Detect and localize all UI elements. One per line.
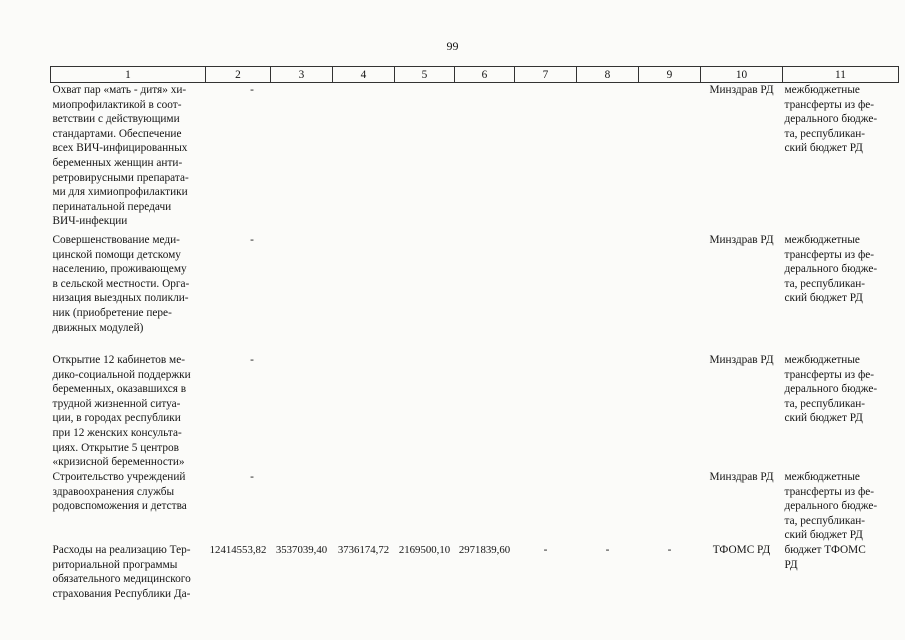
column-header-1: 1 [51, 67, 206, 83]
column-header-7: 7 [515, 67, 577, 83]
column-header-5: 5 [395, 67, 455, 83]
measure-cell: Охват пар «мать - дитя» хи- миопрофилактикой в соот- ветствии с действующими стандартами. Обеспечение всех ВИЧ-инфицированных беременных женщин анти- ретровирусными препарата- ми для химиопрофилактики перинатальной передачи ВИЧ-инфекции [52, 84, 189, 228]
table-row [51, 233, 899, 353]
column-header-2: 2 [206, 67, 271, 83]
funding-source-cell: межбюджетные трансферты из фе- дерального бюдже- та, республикан- ский бюджет РД [784, 471, 878, 542]
value-cell: - [543, 543, 548, 556]
value-cell [455, 83, 515, 234]
value-cell: - [667, 543, 672, 556]
table-row [51, 353, 899, 470]
value-cell [271, 233, 333, 353]
column-header-10: 10 [701, 67, 783, 83]
value-cell: 2169500,10 [398, 543, 451, 556]
page-number: 99 [446, 39, 459, 53]
value-cell [271, 83, 333, 234]
value-cell [333, 353, 395, 470]
value-cell [395, 83, 455, 234]
executor-cell: Минздрав РД [709, 471, 774, 483]
measure-cell: Совершенствование меди- цинской помощи детскому населению, проживающему в сельской местности. Орга- низация выездных поликли- ник (приобретение пере- движных модулей) [52, 234, 190, 334]
column-header-11: 11 [783, 67, 899, 83]
value-cell: 12414553,82 [209, 543, 267, 556]
value-cell [639, 233, 701, 353]
table-row [51, 543, 899, 603]
value-cell: - [250, 471, 254, 483]
value-cell: - [250, 234, 254, 246]
value-cell [333, 233, 395, 353]
column-header-8: 8 [577, 67, 639, 83]
value-cell: - [605, 543, 610, 556]
funding-source-cell: межбюджетные трансферты из фе- дерального бюдже- та, республикан- ский бюджет РД [784, 354, 878, 425]
value-cell [395, 470, 455, 543]
value-cell [455, 233, 515, 353]
value-cell [333, 83, 395, 234]
value-cell: 3537039,40 [275, 543, 328, 556]
value-cell [639, 353, 701, 470]
value-cell [333, 470, 395, 543]
value-cell [639, 470, 701, 543]
executor-cell: Минздрав РД [709, 234, 774, 246]
value-cell [577, 83, 639, 234]
value-cell [395, 233, 455, 353]
value-cell [577, 470, 639, 543]
value-cell [515, 83, 577, 234]
column-header-3: 3 [271, 67, 333, 83]
header-row [51, 67, 899, 83]
value-cell [639, 83, 701, 234]
measure-cell: Строительство учреждений здравоохранения службы родовспоможения и детства [52, 471, 187, 513]
value-cell [455, 470, 515, 543]
value-cell [515, 233, 577, 353]
value-cell [395, 353, 455, 470]
program-table [50, 66, 899, 603]
executor-cell: Минздрав РД [709, 84, 774, 96]
value-cell [271, 353, 333, 470]
value-cell [577, 233, 639, 353]
value-cell [515, 353, 577, 470]
column-header-9: 9 [639, 67, 701, 83]
value-cell: - [250, 354, 254, 366]
funding-source-cell: межбюджетные трансферты из фе- дерального бюдже- та, республикан- ский бюджет РД [784, 234, 878, 305]
table-row [51, 470, 899, 543]
measure-cell: Открытие 12 кабинетов ме- дико-социальной поддержки беременных, оказавшихся в трудной жизненной ситуа- ции, в городах республики при 12 женских консульта- циях. Открытие 5 центров «кризисной беременности» [52, 354, 191, 469]
value-cell: 2971839,60 [458, 543, 511, 556]
table-row [51, 83, 899, 234]
value-cell [577, 353, 639, 470]
column-header-4: 4 [333, 67, 395, 83]
value-cell [515, 470, 577, 543]
executor-cell: Минздрав РД [709, 354, 774, 366]
value-cell: 3736174,72 [337, 543, 390, 556]
funding-source-cell: межбюджетные трансферты из фе- дерального бюдже- та, республикан- ский бюджет РД [784, 84, 878, 155]
measure-cell: Расходы на реализацию Тер- риториальной программы обязательного медицинского страхования Республики Да- [52, 543, 191, 600]
executor-cell: ТФОМС РД [712, 543, 771, 556]
value-cell [455, 353, 515, 470]
value-cell [271, 470, 333, 543]
funding-source-cell: бюджет ТФОМС РД [784, 543, 866, 571]
column-header-6: 6 [455, 67, 515, 83]
value-cell: - [250, 84, 254, 96]
